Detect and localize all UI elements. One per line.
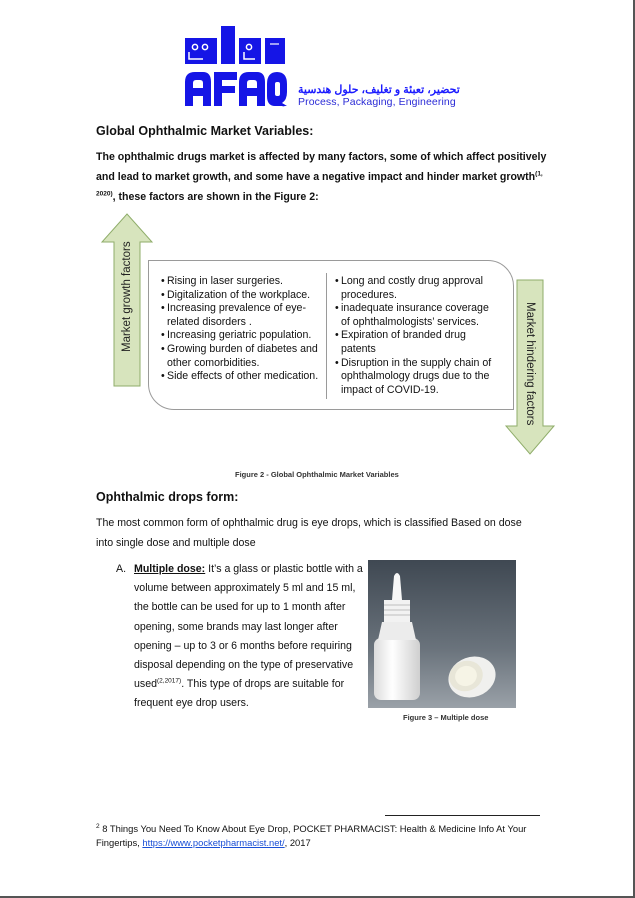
- growth-factor-item: • Digitalization of the workplace.: [161, 288, 311, 301]
- citation: (2,2017): [156, 677, 182, 685]
- hindering-arrow-label: Market hindering factors: [524, 302, 536, 426]
- hindering-factor-item: • inadequate insurance coverage of ophthalmologists’ services.: [335, 302, 489, 328]
- list-marker: A.: [116, 563, 127, 575]
- tagline-english: Process, Packaging, Engineering: [298, 96, 456, 108]
- growth-factor-text: Side effects of other medication.: [167, 370, 319, 383]
- growth-factor-item: • Rising in laser surgeries.: [161, 275, 283, 287]
- hindering-factor-text: Expiration of branded drug patents: [341, 329, 466, 355]
- paragraph-text: , these factors are shown in the: [112, 191, 274, 203]
- paragraph-text: :: [315, 191, 319, 203]
- section-heading-drops-form: Ophthalmic drops form:: [96, 490, 239, 504]
- footnote-separator: [385, 815, 540, 816]
- growth-factors-list: [161, 275, 333, 384]
- figure-2-caption: Figure 2 - Global Ophthalmic Market Variables: [235, 470, 399, 479]
- hindering-factor-item: • Disruption in the supply chain of ophthalmology drugs due to the impact of COVID-19.: [335, 356, 492, 396]
- hindering-factor-item: • Long and costly drug approval procedures.: [335, 275, 483, 301]
- footnote-number: 2: [96, 822, 100, 830]
- tagline-arabic: تحضير، تعبئة و تغليف، حلول هندسية: [298, 84, 460, 96]
- growth-factor-text: Growing burden of diabetes and other comorbidities.: [167, 342, 318, 369]
- market-variables-paragraph: [96, 147, 548, 207]
- growth-factor-text: Increasing geriatric population.: [167, 329, 312, 342]
- multiple-dose-item: [116, 560, 366, 714]
- factors-box: [148, 260, 514, 410]
- footnote-link[interactable]: https://www.pocketpharmacist.net/: [142, 837, 285, 848]
- afaq-logo: [183, 26, 288, 108]
- hindering-factor-text: Disruption in the supply chain of ophthalmology drugs due to the impact of COVID-19.: [341, 356, 492, 396]
- growth-factor-item: • Increasing prevalence of eye-related disorders .: [161, 302, 306, 328]
- svg-text:®: ®: [282, 103, 285, 108]
- description-text: It’s a glass or plastic bottle with a volume between approximately 5 ml and 15 ml, the bottle can be used for up to 1 month after opening, some brands may last longer after opening – up to 3 or 6 months before requiring disposal depending on the type of preservative used: [134, 563, 363, 691]
- multiple-dose-description: [116, 560, 366, 714]
- description-text: . This type of drops are suitable for frequent eye drop users.: [134, 678, 345, 710]
- hindering-factor-item: • Expiration of branded drug patents: [335, 329, 466, 355]
- hindering-factors-list: [335, 275, 497, 397]
- hindering-factor-text: inadequate insurance coverage of ophthalmologists’ services.: [341, 302, 489, 328]
- eye-drop-bottle-image: [368, 560, 516, 708]
- section-heading-market-variables: Global Ophthalmic Market Variables:: [96, 124, 314, 138]
- growth-factor-item: • Increasing geriatric population.: [161, 329, 312, 342]
- footnote: [96, 822, 556, 850]
- growth-factor-item: • Growing burden of diabetes and other comorbidities.: [161, 342, 318, 369]
- drops-form-paragraph: The most common form of ophthalmic drug is eye drops, which is classified Based on dose into single dose and multiple dose: [96, 517, 522, 549]
- paragraph-text: The ophthalmic drugs market is affected by many factors, some of which affect positively and lead to market growth, and some have a negative impact and hinder market growth: [96, 151, 547, 183]
- company-tagline: [298, 84, 468, 108]
- footnote-text: 8 Things You Need To Know About Eye Drop, POCKET PHARMACIST: Health & Medicine Info At Your Fingertips,: [96, 823, 527, 848]
- growth-arrow-label: Market growth factors: [121, 241, 133, 352]
- multiple-dose-term: Multiple dose:: [134, 563, 206, 575]
- figure-reference: Figure 2: [273, 191, 316, 203]
- growth-factor-text: Digitalization of the workplace.: [167, 288, 311, 301]
- figure-2-diagram: [100, 212, 560, 460]
- hindering-factor-text: Long and costly drug approval procedures.: [341, 275, 483, 301]
- growth-factor-text: Rising in laser surgeries.: [167, 275, 283, 287]
- citation: (1, 2020): [96, 170, 543, 198]
- footnote-year: , 2017: [284, 837, 311, 848]
- growth-factor-item: • Side effects of other medication.: [161, 370, 319, 383]
- column-divider: [326, 273, 327, 399]
- growth-factor-text: Increasing prevalence of eye-related disorders .: [167, 302, 306, 328]
- figure-3-caption: Figure 3 – Multiple dose: [403, 713, 489, 722]
